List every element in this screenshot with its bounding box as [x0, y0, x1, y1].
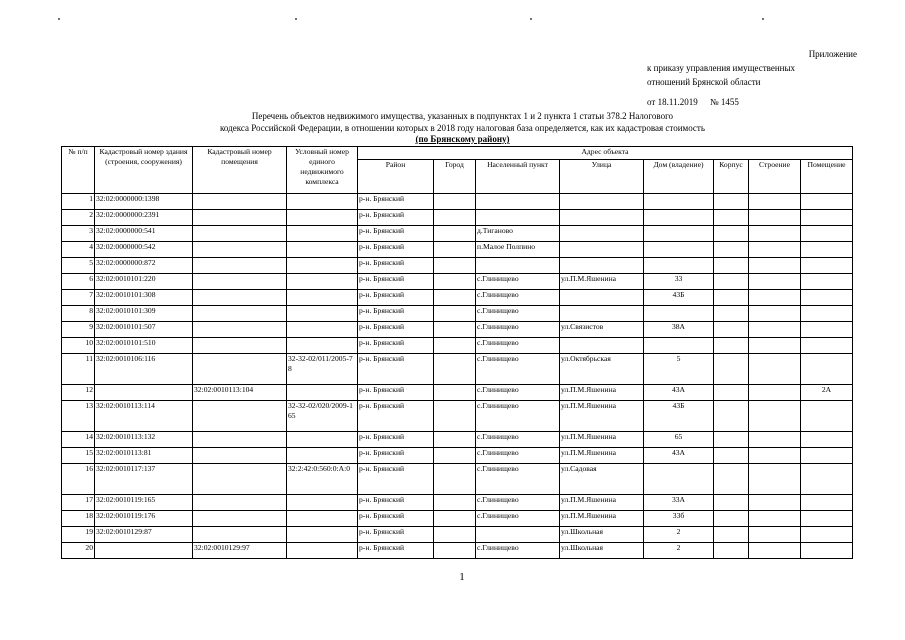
- conditional-number-cell: [287, 432, 358, 448]
- table-row: [62, 354, 853, 385]
- block-cell: [714, 354, 749, 385]
- structure-cell: [749, 210, 801, 226]
- block-cell: [714, 322, 749, 338]
- house-cell: 43Б: [644, 290, 714, 306]
- street-cell: ул.Садовая: [560, 464, 644, 495]
- region-cell: р-н. Брянский: [358, 322, 434, 338]
- city-cell: [434, 354, 476, 385]
- row-number: 15: [62, 448, 95, 464]
- city-cell: [434, 432, 476, 448]
- table-row: [62, 290, 853, 306]
- block-cell: [714, 464, 749, 495]
- block-cell: [714, 194, 749, 210]
- city-cell: [434, 306, 476, 322]
- settlement-cell: с.Глинищево: [476, 274, 560, 290]
- city-cell: [434, 258, 476, 274]
- block-cell: [714, 527, 749, 543]
- building-cadastral-cell: 32:02:0010101:309: [95, 306, 193, 322]
- house-cell: [644, 464, 714, 495]
- region-cell: р-н. Брянский: [358, 354, 434, 385]
- table-row: [62, 448, 853, 464]
- conditional-number-cell: [287, 385, 358, 401]
- row-number: 16: [62, 464, 95, 495]
- scan-dot: [530, 18, 532, 20]
- region-cell: р-н. Брянский: [358, 401, 434, 432]
- street-cell: ул.Связистов: [560, 322, 644, 338]
- table-row: [62, 511, 853, 527]
- building-cadastral-cell: 32:02:0000000:541: [95, 226, 193, 242]
- room-cell: [801, 322, 853, 338]
- city-cell: [434, 543, 476, 559]
- row-number: 18: [62, 511, 95, 527]
- conditional-number-cell: [287, 527, 358, 543]
- street-cell: ул.П.М.Яшенина: [560, 401, 644, 432]
- appendix-line-2: отношений Брянской области: [647, 77, 761, 87]
- settlement-cell: [476, 194, 560, 210]
- premise-cadastral-cell: [193, 306, 287, 322]
- table-row: [62, 274, 853, 290]
- building-cadastral-cell: 32:02:0010113:114: [95, 401, 193, 432]
- block-cell: [714, 338, 749, 354]
- premise-cadastral-cell: 32:02:0010113:104: [193, 385, 287, 401]
- region-cell: р-н. Брянский: [358, 464, 434, 495]
- document-title-line-1: Перечень объектов недвижимого имущества, указанных в подпунктах 1 и 2 пункта 1 статьи 378.2 Налогового: [251, 111, 674, 121]
- table-row: [62, 322, 853, 338]
- conditional-number-cell: [287, 495, 358, 511]
- conditional-number-cell: [287, 290, 358, 306]
- row-number: 4: [62, 242, 95, 258]
- row-number: 11: [62, 354, 95, 385]
- premise-cadastral-cell: [193, 432, 287, 448]
- street-cell: [560, 338, 644, 354]
- settlement-cell: с.Глинищево: [476, 338, 560, 354]
- scan-dot: [295, 18, 297, 20]
- street-cell: [560, 210, 644, 226]
- building-cadastral-cell: 32:02:0000000:542: [95, 242, 193, 258]
- street-cell: [560, 242, 644, 258]
- document-title: [170, 111, 755, 146]
- premise-cadastral-cell: [193, 464, 287, 495]
- room-cell: [801, 194, 853, 210]
- house-cell: 33б: [644, 511, 714, 527]
- table-row: [62, 258, 853, 274]
- settlement-cell: [476, 210, 560, 226]
- premise-cadastral-cell: [193, 354, 287, 385]
- conditional-number-cell: [287, 226, 358, 242]
- conditional-number-cell: [287, 194, 358, 210]
- room-cell: [801, 354, 853, 385]
- structure-cell: [749, 495, 801, 511]
- premise-cadastral-cell: 32:02:0010129:97: [193, 543, 287, 559]
- street-cell: [560, 290, 644, 306]
- city-cell: [434, 495, 476, 511]
- settlement-cell: с.Глинищево: [476, 543, 560, 559]
- street-cell: ул.П.М.Яшенина: [560, 274, 644, 290]
- structure-cell: [749, 242, 801, 258]
- house-cell: 33: [644, 274, 714, 290]
- region-cell: р-н. Брянский: [358, 242, 434, 258]
- settlement-cell: с.Глинищево: [476, 495, 560, 511]
- city-cell: [434, 511, 476, 527]
- conditional-number-cell: [287, 258, 358, 274]
- conditional-number-cell: [287, 274, 358, 290]
- city-cell: [434, 274, 476, 290]
- house-cell: 2: [644, 543, 714, 559]
- city-cell: [434, 401, 476, 432]
- premise-cadastral-cell: [193, 194, 287, 210]
- district-label: (по Брянскому району): [415, 134, 510, 144]
- appendix-block: [647, 47, 857, 109]
- room-cell: [801, 210, 853, 226]
- city-cell: [434, 226, 476, 242]
- building-cadastral-cell: [95, 543, 193, 559]
- row-number: 10: [62, 338, 95, 354]
- street-cell: ул.Школьная: [560, 527, 644, 543]
- structure-cell: [749, 385, 801, 401]
- block-cell: [714, 274, 749, 290]
- scan-dot: [58, 18, 60, 20]
- region-cell: р-н. Брянский: [358, 511, 434, 527]
- header-premise-cadastral: Кадастровый номер помещения: [193, 147, 287, 194]
- table-row: [62, 226, 853, 242]
- settlement-cell: п.Малое Полпино: [476, 242, 560, 258]
- table-row: [62, 527, 853, 543]
- room-cell: 2А: [801, 385, 853, 401]
- structure-cell: [749, 527, 801, 543]
- appendix-date-line: [647, 95, 857, 109]
- building-cadastral-cell: 32:02:0010117:137: [95, 464, 193, 495]
- header-region: Район: [358, 160, 434, 194]
- structure-cell: [749, 226, 801, 242]
- room-cell: [801, 306, 853, 322]
- room-cell: [801, 258, 853, 274]
- building-cadastral-cell: 32:02:0010101:308: [95, 290, 193, 306]
- structure-cell: [749, 258, 801, 274]
- region-cell: р-н. Брянский: [358, 385, 434, 401]
- building-cadastral-cell: 32:02:0010129:87: [95, 527, 193, 543]
- structure-cell: [749, 543, 801, 559]
- settlement-cell: с.Глинищево: [476, 448, 560, 464]
- block-cell: [714, 511, 749, 527]
- region-cell: р-н. Брянский: [358, 432, 434, 448]
- street-cell: ул.Октябрьская: [560, 354, 644, 385]
- region-cell: р-н. Брянский: [358, 290, 434, 306]
- street-cell: [560, 306, 644, 322]
- settlement-cell: с.Глинищево: [476, 354, 560, 385]
- house-cell: [644, 242, 714, 258]
- structure-cell: [749, 322, 801, 338]
- structure-cell: [749, 464, 801, 495]
- city-cell: [434, 210, 476, 226]
- settlement-cell: с.Глинищево: [476, 511, 560, 527]
- premise-cadastral-cell: [193, 242, 287, 258]
- block-cell: [714, 306, 749, 322]
- block-cell: [714, 401, 749, 432]
- header-street: Улица: [560, 160, 644, 194]
- table-body: [62, 194, 853, 559]
- structure-cell: [749, 511, 801, 527]
- room-cell: [801, 543, 853, 559]
- premise-cadastral-cell: [193, 274, 287, 290]
- block-cell: [714, 495, 749, 511]
- premise-cadastral-cell: [193, 511, 287, 527]
- city-cell: [434, 290, 476, 306]
- table-row: [62, 401, 853, 432]
- building-cadastral-cell: 32:02:0000000:2391: [95, 210, 193, 226]
- header-conditional-number: Условный номер единого недвижимого комплекса: [287, 147, 358, 194]
- order-date: от 18.11.2019: [647, 97, 698, 107]
- house-cell: 43А: [644, 385, 714, 401]
- settlement-cell: с.Глинищево: [476, 385, 560, 401]
- building-cadastral-cell: 32:02:0010106:116: [95, 354, 193, 385]
- row-number: 13: [62, 401, 95, 432]
- structure-cell: [749, 274, 801, 290]
- order-number: № 1455: [709, 97, 739, 107]
- page-number: 1: [459, 571, 465, 583]
- row-number: 1: [62, 194, 95, 210]
- region-cell: р-н. Брянский: [358, 210, 434, 226]
- premise-cadastral-cell: [193, 448, 287, 464]
- city-cell: [434, 322, 476, 338]
- structure-cell: [749, 448, 801, 464]
- house-cell: [644, 338, 714, 354]
- settlement-cell: с.Глинищево: [476, 290, 560, 306]
- region-cell: р-н. Брянский: [358, 274, 434, 290]
- row-number: 20: [62, 543, 95, 559]
- block-cell: [714, 385, 749, 401]
- header-room: Помещение: [801, 160, 853, 194]
- block-cell: [714, 290, 749, 306]
- city-cell: [434, 385, 476, 401]
- conditional-number-cell: [287, 322, 358, 338]
- header-structure: Строение: [749, 160, 801, 194]
- room-cell: [801, 464, 853, 495]
- building-cadastral-cell: 32:02:0010101:510: [95, 338, 193, 354]
- row-number: 7: [62, 290, 95, 306]
- house-cell: 65: [644, 432, 714, 448]
- row-number: 19: [62, 527, 95, 543]
- structure-cell: [749, 401, 801, 432]
- room-cell: [801, 495, 853, 511]
- city-cell: [434, 194, 476, 210]
- header-block: Корпус: [714, 160, 749, 194]
- row-number: 6: [62, 274, 95, 290]
- house-cell: [644, 210, 714, 226]
- city-cell: [434, 242, 476, 258]
- region-cell: р-н. Брянский: [358, 338, 434, 354]
- house-cell: 43А: [644, 448, 714, 464]
- street-cell: ул.Школьная: [560, 543, 644, 559]
- header-address: Адрес объекта: [358, 147, 853, 160]
- street-cell: ул.П.М.Яшенина: [560, 495, 644, 511]
- region-cell: р-н. Брянский: [358, 543, 434, 559]
- block-cell: [714, 242, 749, 258]
- street-cell: [560, 226, 644, 242]
- house-cell: [644, 226, 714, 242]
- city-cell: [434, 464, 476, 495]
- settlement-cell: с.Глинищево: [476, 306, 560, 322]
- room-cell: [801, 274, 853, 290]
- building-cadastral-cell: 32:02:0010113:81: [95, 448, 193, 464]
- city-cell: [434, 448, 476, 464]
- house-cell: [644, 258, 714, 274]
- table-row: [62, 464, 853, 495]
- header-city: Город: [434, 160, 476, 194]
- structure-cell: [749, 306, 801, 322]
- settlement-cell: с.Глинищево: [476, 322, 560, 338]
- building-cadastral-cell: 32:02:0000000:872: [95, 258, 193, 274]
- street-cell: [560, 258, 644, 274]
- conditional-number-cell: 32-32-02/020/2009-165: [287, 401, 358, 432]
- premise-cadastral-cell: [193, 290, 287, 306]
- row-number: 12: [62, 385, 95, 401]
- building-cadastral-cell: 32:02:0010113:132: [95, 432, 193, 448]
- appendix-title: Приложение: [808, 49, 857, 59]
- settlement-cell: [476, 258, 560, 274]
- region-cell: р-н. Брянский: [358, 258, 434, 274]
- structure-cell: [749, 354, 801, 385]
- region-cell: р-н. Брянский: [358, 495, 434, 511]
- conditional-number-cell: 32-32-02/011/2005-78: [287, 354, 358, 385]
- conditional-number-cell: [287, 448, 358, 464]
- conditional-number-cell: 32:2:42:0:560:0:А:0: [287, 464, 358, 495]
- room-cell: [801, 226, 853, 242]
- premise-cadastral-cell: [193, 401, 287, 432]
- room-cell: [801, 401, 853, 432]
- region-cell: р-н. Брянский: [358, 306, 434, 322]
- structure-cell: [749, 432, 801, 448]
- house-cell: 33А: [644, 495, 714, 511]
- document-title-line-2: кодекса Российской Федерации, в отношении которых в 2018 году налоговая база определяется, как их кадастровая стоимость: [220, 122, 705, 133]
- house-cell: [644, 306, 714, 322]
- table-row: [62, 194, 853, 210]
- block-cell: [714, 448, 749, 464]
- region-cell: р-н. Брянский: [358, 194, 434, 210]
- settlement-cell: с.Глинищево: [476, 464, 560, 495]
- block-cell: [714, 258, 749, 274]
- house-cell: 2: [644, 527, 714, 543]
- row-number: 2: [62, 210, 95, 226]
- scan-dot: [762, 18, 764, 20]
- row-number: 17: [62, 495, 95, 511]
- house-cell: 38А: [644, 322, 714, 338]
- settlement-cell: с.Глинищево: [476, 401, 560, 432]
- conditional-number-cell: [287, 306, 358, 322]
- conditional-number-cell: [287, 210, 358, 226]
- room-cell: [801, 242, 853, 258]
- room-cell: [801, 290, 853, 306]
- region-cell: р-н. Брянский: [358, 226, 434, 242]
- block-cell: [714, 543, 749, 559]
- building-cadastral-cell: 32:02:0010101:220: [95, 274, 193, 290]
- conditional-number-cell: [287, 511, 358, 527]
- table-row: [62, 432, 853, 448]
- settlement-cell: с.Глинищево: [476, 432, 560, 448]
- table-row: [62, 338, 853, 354]
- conditional-number-cell: [287, 338, 358, 354]
- region-cell: р-н. Брянский: [358, 448, 434, 464]
- structure-cell: [749, 290, 801, 306]
- table-row: [62, 242, 853, 258]
- header-house: Дом (владение): [644, 160, 714, 194]
- premise-cadastral-cell: [193, 322, 287, 338]
- table-row: [62, 495, 853, 511]
- block-cell: [714, 226, 749, 242]
- block-cell: [714, 432, 749, 448]
- house-cell: 5: [644, 354, 714, 385]
- premise-cadastral-cell: [193, 210, 287, 226]
- room-cell: [801, 448, 853, 464]
- structure-cell: [749, 338, 801, 354]
- building-cadastral-cell: [95, 385, 193, 401]
- block-cell: [714, 210, 749, 226]
- room-cell: [801, 527, 853, 543]
- row-number: 14: [62, 432, 95, 448]
- appendix-line-1: к приказу управления имущественных: [647, 63, 796, 73]
- row-number: 9: [62, 322, 95, 338]
- header-num: № п/п: [62, 147, 95, 194]
- header-building-cadastral: Кадастровый номер здания (строения, сооружения): [95, 147, 193, 194]
- street-cell: [560, 194, 644, 210]
- building-cadastral-cell: 32:02:0010119:176: [95, 511, 193, 527]
- row-number: 3: [62, 226, 95, 242]
- premise-cadastral-cell: [193, 527, 287, 543]
- objects-table: [61, 146, 853, 559]
- row-number: 5: [62, 258, 95, 274]
- building-cadastral-cell: 32:02:0000000:1398: [95, 194, 193, 210]
- street-cell: ул.П.М.Яшенина: [560, 511, 644, 527]
- settlement-cell: д.Тиганово: [476, 226, 560, 242]
- header-settlement: Населенный пункт: [476, 160, 560, 194]
- street-cell: ул.П.М.Яшенина: [560, 448, 644, 464]
- house-cell: [644, 194, 714, 210]
- row-number: 8: [62, 306, 95, 322]
- street-cell: ул.П.М.Яшенина: [560, 385, 644, 401]
- region-cell: р-н. Брянский: [358, 527, 434, 543]
- table-row: [62, 543, 853, 559]
- building-cadastral-cell: 32:02:0010119:165: [95, 495, 193, 511]
- city-cell: [434, 338, 476, 354]
- premise-cadastral-cell: [193, 258, 287, 274]
- room-cell: [801, 432, 853, 448]
- settlement-cell: [476, 527, 560, 543]
- table-row: [62, 306, 853, 322]
- premise-cadastral-cell: [193, 495, 287, 511]
- premise-cadastral-cell: [193, 226, 287, 242]
- structure-cell: [749, 194, 801, 210]
- premise-cadastral-cell: [193, 338, 287, 354]
- table-row: [62, 385, 853, 401]
- house-cell: 43Б: [644, 401, 714, 432]
- room-cell: [801, 338, 853, 354]
- conditional-number-cell: [287, 543, 358, 559]
- room-cell: [801, 511, 853, 527]
- conditional-number-cell: [287, 242, 358, 258]
- city-cell: [434, 527, 476, 543]
- table-row: [62, 210, 853, 226]
- street-cell: ул.П.М.Яшенина: [560, 432, 644, 448]
- building-cadastral-cell: 32:02:0010101:507: [95, 322, 193, 338]
